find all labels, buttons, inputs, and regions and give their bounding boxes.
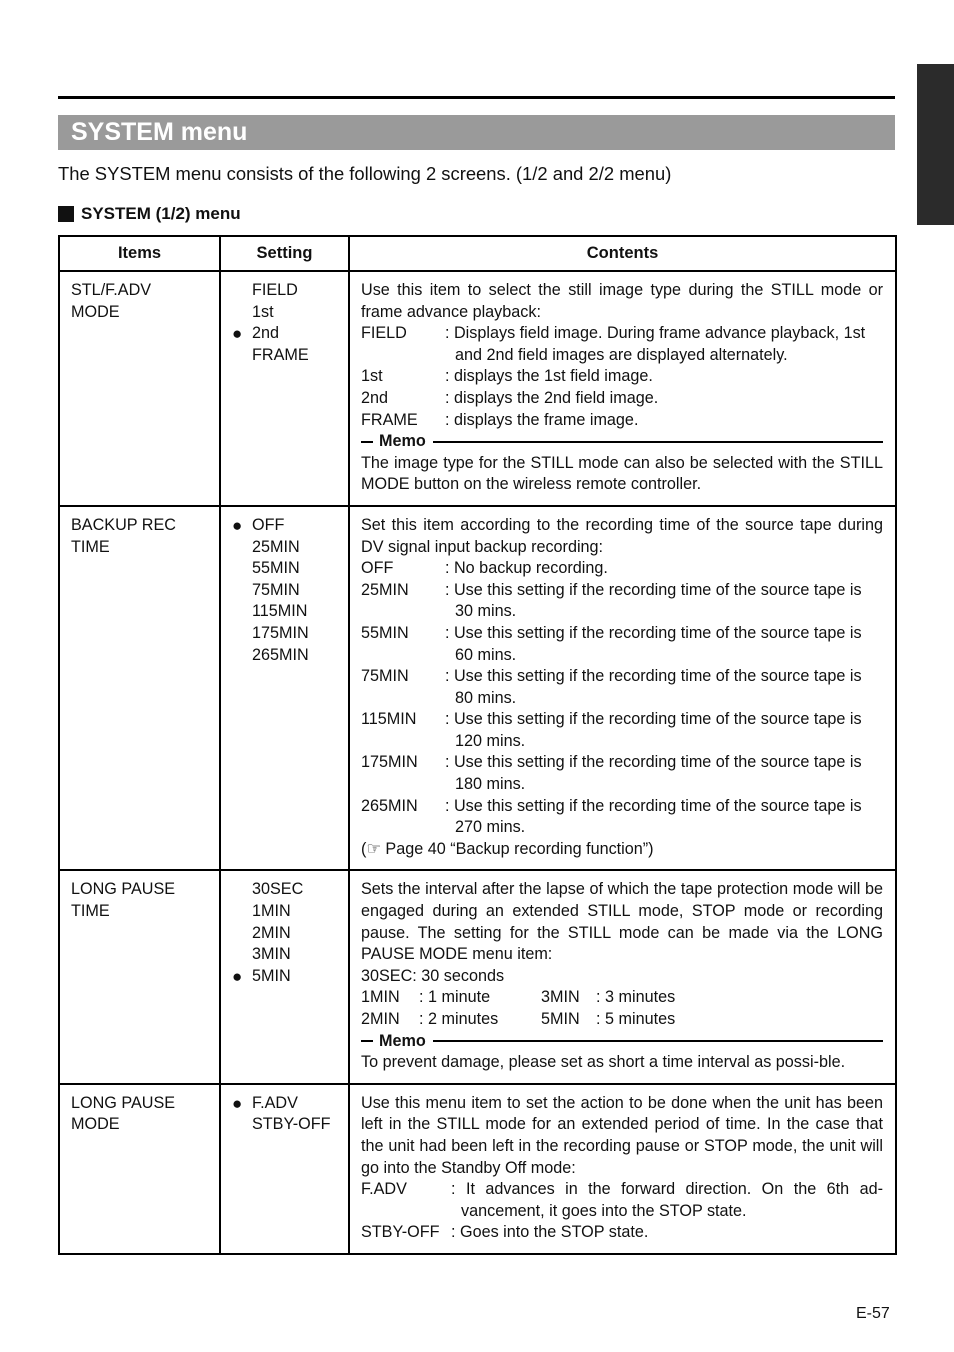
memo-rule: [433, 1040, 883, 1042]
contents-cell: [349, 271, 896, 506]
setting-cell: [220, 271, 349, 506]
item-name-line: STL/F.ADV: [71, 281, 152, 299]
setting-option: 115MIN: [252, 602, 308, 621]
page-reference: (☞ Page 40 “Backup recording function”): [361, 839, 654, 858]
table-row: [59, 271, 896, 506]
table-header-row: [59, 236, 896, 271]
item-name-line: BACKUP REC: [71, 515, 176, 534]
setting-option: 175MIN: [252, 623, 309, 642]
definition-row: 25MIN : Use this setting if the recording time of the source tape is 30 mins.: [361, 580, 862, 621]
setting-option: 1MIN: [252, 902, 291, 921]
contents-intro: Set this item according to the recording time of the source tape during DV signal input backup recording:: [361, 515, 883, 556]
top-rule: [58, 96, 895, 99]
default-dot-icon: ●: [232, 966, 243, 986]
definition-row: 175MIN : Use this setting if the recording time of the source tape is 180 mins.: [361, 753, 862, 794]
setting-option: 25MIN: [252, 537, 300, 556]
setting-option: 265MIN: [252, 645, 309, 664]
contents-intro: Use this item to select the still image type during the STILL mode or frame advance playback:: [361, 281, 883, 321]
default-dot-icon: ●: [232, 515, 243, 535]
header-contents: Contents: [349, 236, 896, 271]
setting-option: 75MIN: [252, 580, 300, 599]
setting-cell: [220, 1084, 349, 1254]
setting-option: 55MIN: [252, 559, 300, 578]
definition-row: FRAME : displays the frame image.: [361, 410, 639, 429]
definition-row: FIELD : Displays field image. During frame advance playback, 1st and 2nd field images are displayed alternately.: [361, 324, 866, 364]
header-items: Items: [59, 236, 220, 271]
item-cell: [59, 870, 220, 1083]
definition-row: 115MIN : Use this setting if the recording time of the source tape is 120 mins.: [361, 710, 862, 750]
contents-intro: Use this menu item to set the action to be done when the unit has been left in the STILL mode for an extended period of time. In the case that the unit had been left in the recording pause or STOP mode, the unit will go into the Standby Off mode:: [361, 1093, 883, 1177]
definition-row: 30SEC: 30 seconds: [361, 966, 505, 985]
definition-row: 55MIN : Use this setting if the recording time of the source tape is 60 mins.: [361, 623, 862, 664]
memo-heading: Memo: [361, 431, 883, 453]
definition-row: 265MIN : Use this setting if the recording time of the source tape is 270 mins.: [361, 796, 862, 837]
item-name-line: LONG PAUSE: [71, 880, 176, 899]
setting-option-default: ● 2nd: [232, 324, 280, 344]
setting-option-default: ● 5MIN: [232, 966, 291, 986]
setting-cell: [220, 870, 349, 1083]
setting-option: FRAME: [252, 345, 309, 364]
default-dot-icon: ●: [232, 1093, 243, 1113]
item-name-line: LONG PAUSE: [71, 1093, 176, 1112]
setting-option: STBY-OFF: [252, 1115, 331, 1134]
definition-row: OFF : No backup recording.: [361, 559, 608, 578]
page-number: E-57: [856, 1305, 890, 1322]
definition-row: 1st : displays the 1st field image.: [361, 367, 653, 386]
contents-cell: [349, 870, 896, 1083]
setting-option: 30SEC: [252, 880, 304, 899]
default-dot-icon: ●: [232, 324, 243, 344]
setting-cell: [220, 506, 349, 871]
definition-row: STBY-OFF : Goes into the STOP state.: [361, 1223, 649, 1242]
title-bar: [58, 115, 895, 150]
black-square-icon: [58, 206, 74, 222]
memo-heading: Memo: [361, 1031, 883, 1053]
section-heading: [58, 204, 241, 224]
memo-rule: [433, 441, 883, 443]
setting-option: FIELD: [252, 281, 298, 299]
memo-dash: [361, 1040, 373, 1042]
definition-row: 75MIN : Use this setting if the recording time of the source tape is 80 mins.: [361, 667, 862, 707]
item-name-line: TIME: [71, 537, 110, 556]
definition-row: 2nd : displays the 2nd field image.: [361, 388, 659, 407]
system-menu-table: [58, 235, 897, 1255]
item-name-line: MODE: [71, 1115, 120, 1134]
header-setting: Setting: [220, 236, 349, 271]
intro-text: The SYSTEM menu consists of the following 2 screens. (1/2 and 2/2 menu): [58, 163, 672, 184]
section-heading-label: SYSTEM (1/2) menu: [81, 204, 241, 223]
contents-intro: Sets the interval after the lapse of which the tape protection mode will be engaged during an extended STILL mode, STOP mode or recording pause. The setting for the STILL mode can be made via the LONG PAUSE MODE menu item:: [361, 880, 883, 964]
definition-pair-row: 1MIN : 1 minute 3MIN : 3 minutes: [361, 988, 676, 1007]
chapter-tab: [917, 64, 954, 225]
contents-cell: [349, 1084, 896, 1254]
item-name-line: TIME: [71, 902, 110, 921]
memo-text: To prevent damage, please set as short a time interval as possi-ble.: [361, 1053, 846, 1072]
setting-option-default: ● OFF: [232, 515, 285, 535]
memo-dash: [361, 441, 373, 443]
setting-option: 2MIN: [252, 923, 291, 942]
memo-text: The image type for the STILL mode can also be selected with the STILL MODE button on the wireless remote controller.: [361, 453, 883, 494]
contents-cell: [349, 506, 896, 871]
definition-row: F.ADV : It advances in the forward direction. On the 6th ad-vancement, it goes into the STOP state.: [361, 1180, 883, 1220]
table-row: [59, 1084, 896, 1254]
table-row: [59, 506, 896, 871]
item-cell: [59, 271, 220, 506]
item-name-line: MODE: [71, 302, 120, 321]
setting-option-default: ● F.ADV: [232, 1093, 298, 1113]
setting-option: 1st: [252, 302, 274, 321]
table-row: [59, 870, 896, 1083]
setting-option: 3MIN: [252, 945, 291, 964]
page-title: SYSTEM menu: [71, 118, 248, 146]
item-cell: [59, 1084, 220, 1254]
definition-pair-row: 2MIN : 2 minutes 5MIN : 5 minutes: [361, 1010, 676, 1028]
item-cell: [59, 506, 220, 871]
